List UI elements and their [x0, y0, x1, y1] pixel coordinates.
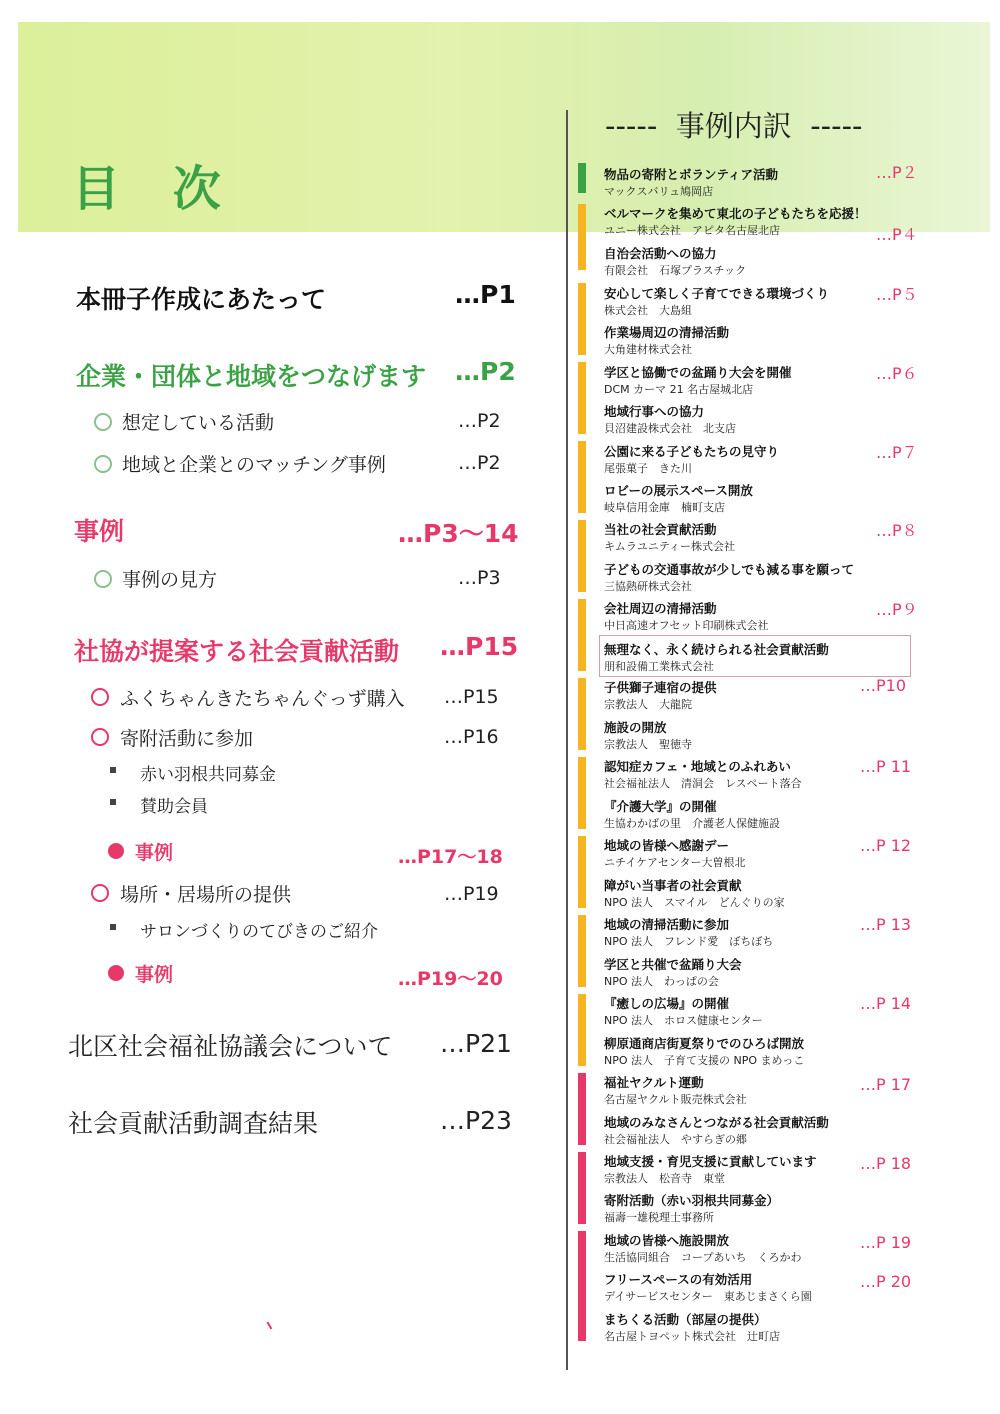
case-org: 福壽一雄税理士事務所 [604, 1211, 714, 1224]
case-org: 宗教法人 大龍院 [604, 698, 692, 711]
bullet-circle-icon [91, 688, 109, 706]
category-bar-pink [578, 1073, 586, 1145]
toc-survey-label[interactable]: 社会貢献活動調査結果 [68, 1109, 319, 1138]
case-org: NPO 法人 わっぱの会 [604, 975, 719, 988]
case-title: 会社周辺の清掃活動 [604, 601, 717, 616]
category-bar-orange [578, 994, 586, 1066]
case-page: …P８ [876, 521, 918, 540]
case-org: DCM カーマ 21 名古屋城北店 [604, 383, 754, 396]
toc-salon-label[interactable]: サロンづくりのてびきのご紹介 [140, 922, 378, 942]
toc-donation-page: …P16 [444, 726, 499, 748]
toc-goods-label[interactable]: ふくちゃんきたちゃんぐっず購入 [120, 688, 405, 710]
case-org: 朋和設備工業株式会社 [604, 660, 714, 673]
toc-council-label[interactable]: 北区社会福祉協議会について [68, 1032, 393, 1061]
category-bar-orange [578, 362, 586, 434]
case-page: …P 13 [860, 915, 912, 934]
case-page: …P 11 [860, 757, 912, 776]
toc-intro-label[interactable]: 本冊子作成にあたって [76, 285, 327, 314]
case-title: 施設の開放 [604, 720, 667, 735]
case-title: ロビーの展示スペース開放 [604, 483, 753, 498]
toc-proposal-label[interactable]: 社協が提案する社会貢献活動 [74, 637, 400, 666]
case-title: 地域の皆様へ感謝デー [604, 838, 730, 853]
toc-cases-page: …P3〜14 [398, 519, 519, 548]
toc-red-feather-label[interactable]: 赤い羽根共同募金 [140, 765, 276, 785]
case-title: 子どもの交通事故が少しでも減る事を願って [604, 562, 855, 577]
case-org: 社会福祉法人 やすらぎの郷 [604, 1133, 747, 1146]
case-title: 福祉ヤクルト運動 [604, 1075, 704, 1090]
category-bar-orange [578, 441, 586, 513]
case-org: 貝沼建設株式会社 北支店 [604, 422, 736, 435]
case-org: 尾張菓子 きた川 [604, 462, 692, 475]
toc-donation-label[interactable]: 寄附活動に参加 [120, 728, 254, 750]
case-org: ニチイケアセンター大曽根北 [604, 856, 746, 869]
toc-case-b-page: …P19〜20 [398, 968, 503, 990]
case-title: 柳原通商店街夏祭りでのひろば開放 [604, 1036, 805, 1051]
bullet-circle-icon [91, 884, 109, 902]
case-org: NPO 法人 子育て支援の NPO まめっこ [604, 1054, 805, 1067]
bullet-dot-icon [108, 843, 124, 859]
category-bar-pink [578, 1231, 586, 1341]
case-title: 安心して楽しく子育てできる環境づくり [604, 286, 830, 301]
category-bar-orange [578, 599, 586, 671]
pen-mark [267, 1319, 278, 1330]
case-title: 地域の皆様へ施設開放 [604, 1233, 730, 1248]
case-org: マックスバリュ鳩岡店 [604, 185, 714, 198]
toc-goods-page: …P15 [444, 686, 499, 708]
toc-council-page: …P21 [440, 1029, 512, 1058]
case-org: NPO 法人 スマイル どんぐりの家 [604, 896, 785, 909]
category-bar-orange [578, 757, 586, 829]
category-bar-orange [578, 283, 586, 355]
case-page: …P５ [876, 285, 918, 304]
toc-connect-label[interactable]: 企業・団体と地域をつなげます [76, 362, 427, 391]
case-page: …P９ [876, 600, 918, 619]
case-title: 子供獅子連宿の提供 [604, 680, 717, 695]
category-bar-orange [578, 204, 586, 270]
toc-case-a-label[interactable]: 事例 [135, 842, 174, 864]
case-title: 自治会活動への協力 [604, 246, 717, 261]
category-bar-pink [578, 1152, 586, 1224]
case-title: 地域行事への協力 [604, 404, 705, 419]
page-title: 目 次 [72, 161, 239, 217]
case-org: 中日高速オフセット印刷株式会社 [604, 619, 769, 632]
toc-proposal-page: …P15 [440, 632, 519, 661]
case-title: 認知症カフェ・地域とのふれあい [604, 759, 791, 774]
toc-howto-label[interactable]: 事例の見方 [122, 569, 218, 591]
toc-case-b-label[interactable]: 事例 [135, 964, 174, 986]
category-bar-orange [578, 915, 586, 987]
bullet-circle-icon [94, 455, 112, 473]
case-title: 地域の清掃活動に参加 [604, 917, 730, 932]
case-page: …P６ [876, 364, 918, 383]
case-page: …P７ [876, 443, 918, 462]
case-org: 生協わかばの里 介護老人保健施設 [604, 817, 780, 830]
toc-supporter-label[interactable]: 賛助会員 [140, 797, 208, 817]
case-org: 名古屋トヨペット株式会社 辻町店 [604, 1330, 780, 1343]
case-page: …P２ [876, 163, 918, 182]
case-title: フリースペースの有効活用 [604, 1272, 753, 1287]
case-title: 学区と協働での盆踊り大会を開催 [604, 365, 792, 380]
toc-intro-page: …P1 [455, 280, 516, 309]
case-title: 『介護大学』の開催 [604, 799, 717, 814]
case-title: 公園に来る子どもたちの見守り [604, 444, 780, 459]
bullet-circle-icon [94, 413, 112, 431]
case-title: 当社の社会貢献活動 [604, 522, 717, 537]
toc-assumed-label[interactable]: 想定している活動 [122, 412, 275, 434]
case-org: ユニー株式会社 アピタ名古屋北店 [604, 224, 780, 237]
case-org: 名古屋ヤクルト販売株式会社 [604, 1093, 747, 1106]
toc-connect-page: …P2 [455, 357, 516, 386]
case-title: 障がい当事者の社会貢献 [604, 878, 742, 893]
toc-place-label[interactable]: 場所・居場所の提供 [120, 884, 292, 906]
bullet-circle-icon [91, 728, 109, 746]
case-page: …P 14 [860, 994, 912, 1013]
bullet-square-icon [110, 924, 116, 930]
case-page: …P 12 [860, 836, 912, 855]
breakdown-header: ----- 事例内訳 ----- [605, 109, 863, 143]
case-title: ベルマークを集めて東北の子どもたちを応援！ [604, 206, 867, 221]
toc-howto-page: …P3 [458, 567, 501, 589]
toc-survey-page: …P23 [440, 1106, 512, 1135]
case-org: 大角建材株式会社 [604, 343, 692, 356]
case-page: …P10 [860, 676, 907, 695]
case-page: …P 20 [860, 1272, 912, 1291]
category-bar-orange [578, 520, 586, 592]
toc-place-page: …P19 [444, 883, 499, 905]
toc-assumed-page: …P2 [458, 410, 501, 432]
case-org: 宗教法人 松音寺 東堂 [604, 1172, 725, 1185]
case-org: 株式会社 大島組 [604, 304, 692, 317]
case-org: キムラユニティー株式会社 [604, 540, 736, 553]
case-title: 学区と共催で盆踊り大会 [604, 957, 742, 972]
case-page: …P 18 [860, 1154, 912, 1173]
case-org: デイサービスセンター 東あじまさくら園 [604, 1290, 812, 1303]
toc-case-a-page: …P17〜18 [398, 846, 503, 868]
case-org: 生活協同組合 コープあいち くろかわ [604, 1251, 802, 1264]
case-org: 岐阜信用金庫 楠町支店 [604, 501, 725, 514]
case-title: 地域のみなさんとつながる社会貢献活動 [604, 1115, 829, 1130]
case-page: …P 17 [860, 1075, 912, 1094]
case-title: 無理なく、永く続けられる社会貢献活動 [604, 642, 829, 657]
case-title: 物品の寄附とボランティア活動 [604, 167, 779, 182]
case-title: 『癒しの広場』の開催 [604, 996, 730, 1011]
case-page: …P４ [876, 225, 918, 244]
case-org: 有限会社 石塚プラスチック [604, 264, 747, 277]
case-title: 寄附活動（赤い羽根共同募金） [604, 1193, 780, 1208]
category-bar-green [578, 163, 586, 193]
category-bar-orange [578, 678, 586, 750]
case-org: NPO 法人 フレンド愛 ぼちぼち [604, 935, 774, 948]
case-title: まちくる活動（部屋の提供） [604, 1312, 767, 1327]
case-org: 宗教法人 聖徳寺 [604, 738, 692, 751]
column-divider [566, 110, 568, 1370]
case-title: 作業場周辺の清掃活動 [604, 325, 730, 340]
category-bar-orange [578, 836, 586, 908]
bullet-square-icon [110, 767, 116, 773]
case-org: 社会福祉法人 清洞会 レスペート落合 [604, 777, 802, 790]
bullet-circle-icon [94, 570, 112, 588]
toc-matching-label[interactable]: 地域と企業とのマッチング事例 [122, 454, 386, 476]
case-org: 三協熱研株式会社 [604, 580, 692, 593]
toc-matching-page: …P2 [458, 452, 501, 474]
case-page: …P 19 [860, 1233, 912, 1252]
bullet-square-icon [110, 799, 116, 805]
case-org: NPO 法人 ホロス健康センター [604, 1014, 763, 1027]
bullet-dot-icon [108, 965, 124, 981]
toc-cases-label[interactable]: 事例 [74, 517, 125, 546]
case-title: 地域支援・育児支援に貢献しています [604, 1154, 817, 1169]
